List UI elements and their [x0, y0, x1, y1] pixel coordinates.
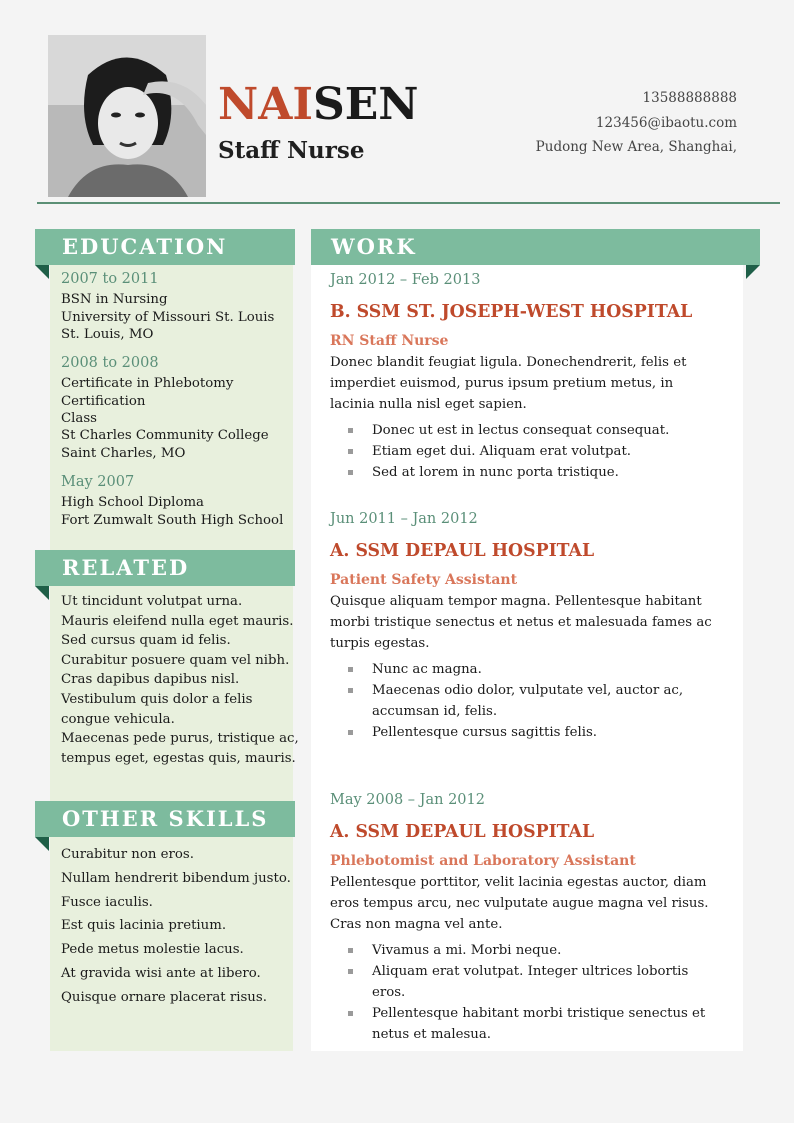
education-entry [61, 474, 306, 529]
education-line: Class [61, 411, 98, 427]
related-heading: RELATED [62, 555, 190, 580]
education-date: May 2007 [61, 473, 135, 490]
name-first-part: NAI [218, 79, 313, 130]
work-bullet-text: Aliquam erat volutpat. Integer ultrices lobortis eros. [372, 964, 689, 1000]
related-heading-ribbon [35, 550, 295, 586]
related-line: Mauris eleifend nulla eget mauris. [61, 613, 294, 629]
work-bullet [330, 961, 720, 1003]
work-bullet [330, 420, 720, 441]
related-line: Sed cursus quam id felis. [61, 633, 231, 649]
work-date: May 2008 – Jan 2012 [330, 792, 485, 808]
bullet-square-icon [348, 730, 353, 735]
work-description: Donec blandit feugiat ligula. Donechendrerit, felis et imperdiet euismod, purus ipsum pretium metus, in lacinia nulla nisl eget sapien. [330, 355, 687, 412]
related-line: congue vehicula. [61, 711, 175, 727]
ribbon-fold [35, 265, 49, 279]
work-entry [330, 272, 720, 483]
education-line: Fort Zumwalt South High School [61, 512, 284, 528]
work-description: Pellentesque porttitor, velit lacinia egestas auctor, diam eros tempus arcu, nec vulputate augue magna vel risus. Cras non magna vel ante. [330, 875, 709, 932]
work-bullet-list [330, 420, 720, 483]
work-description: Quisque aliquam tempor magna. Pellentesque habitant morbi tristique senectus et netus et malesuada fames ac turpis egestas. [330, 594, 712, 651]
job-title: Staff Nurse [218, 137, 365, 164]
education-date: 2008 to 2008 [61, 355, 159, 372]
bullet-square-icon [348, 688, 353, 693]
work-role: RN Staff Nurse [330, 333, 449, 349]
work-bullet [330, 722, 720, 743]
work-bullet [330, 441, 720, 462]
related-line: Vestibulum quis dolor a felis [61, 691, 253, 707]
name-last-part: SEN [312, 79, 419, 130]
work-heading: WORK [331, 234, 417, 259]
education-heading-ribbon [35, 229, 295, 265]
skill-line: Nullam hendrerit bibendum justo. [61, 870, 291, 886]
education-line: St Charles Community College [61, 428, 269, 444]
work-role: Phlebotomist and Laboratory Assistant [330, 853, 636, 869]
skill-line: Curabitur non eros. [61, 847, 194, 862]
work-bullet-list [330, 940, 720, 1045]
skill-line: Fusce iaculis. [61, 894, 153, 910]
bullet-square-icon [348, 948, 353, 953]
work-date: Jun 2011 – Jan 2012 [330, 511, 478, 527]
header-divider [37, 202, 780, 204]
education-line: Certificate in Phlebotomy Certification [61, 376, 234, 409]
education-date: 2007 to 2011 [61, 271, 159, 287]
education-line: High School Diploma [61, 495, 204, 511]
related-section [61, 592, 306, 768]
work-entry [330, 511, 720, 743]
skill-line: Est quis lacinia pretium. [61, 918, 227, 934]
work-role: Patient Safety Assistant [330, 572, 518, 588]
bullet-square-icon [348, 449, 353, 454]
bullet-square-icon [348, 667, 353, 672]
related-line: Cras dapibus dapibus nisl. [61, 672, 240, 688]
work-bullet-text: Etiam eget dui. Aliquam erat volutpat. [372, 444, 632, 459]
bullet-square-icon [348, 428, 353, 433]
skills-section [61, 843, 306, 1010]
education-entry [61, 271, 306, 343]
work-company: B. SSM ST. JOSEPH-WEST HOSPITAL [330, 302, 693, 322]
phone-number: 13588888888 [642, 90, 737, 106]
ribbon-fold [35, 837, 49, 851]
related-line: Curabitur posuere quam vel nibh. [61, 652, 290, 668]
work-bullet-text: Donec ut est in lectus consequat consequat. [372, 423, 670, 438]
education-heading: EDUCATION [62, 234, 228, 259]
work-bullet-text: Vivamus a mi. Morbi neque. [372, 943, 562, 958]
bullet-square-icon [348, 470, 353, 475]
contact-info [536, 86, 737, 160]
work-bullet [330, 659, 720, 680]
candidate-name [218, 80, 418, 130]
skills-heading-ribbon [35, 801, 295, 837]
work-bullet-list [330, 659, 720, 743]
work-bullet [330, 940, 720, 961]
bullet-square-icon [348, 969, 353, 974]
email-address: 123456@ibaotu.com [595, 114, 737, 131]
related-line: Maecenas pede purus, tristique ac, [61, 731, 299, 747]
education-line: St. Louis, MO [61, 326, 154, 342]
work-heading-ribbon [311, 229, 760, 265]
skill-line: At gravida wisi ante at libero. [61, 965, 261, 981]
work-bullet [330, 680, 720, 722]
education-line: University of Missouri St. Louis [61, 309, 275, 325]
work-company: A. SSM DEPAUL HOSPITAL [330, 541, 595, 561]
work-bullet-text: Nunc ac magna. [372, 662, 482, 677]
education-section [61, 271, 306, 541]
work-bullet-text: Maecenas odio dolor, vulputate vel, auctor ac, accumsan id, felis. [372, 683, 684, 719]
skill-line: Quisque ornare placerat risus. [61, 989, 267, 1005]
bullet-square-icon [348, 1011, 353, 1016]
work-bullet-text: Sed at lorem in nunc porta tristique. [372, 465, 619, 480]
work-entry [330, 792, 720, 1045]
related-line: Ut tincidunt volutpat urna. [61, 594, 243, 609]
education-line: BSN in Nursing [61, 292, 168, 308]
work-bullet-text: Pellentesque cursus sagittis felis. [372, 725, 598, 740]
skills-heading: OTHER SKILLS [62, 806, 269, 831]
related-line: tempus eget, egestas quis, mauris. [61, 750, 296, 766]
education-line: Saint Charles, MO [61, 445, 186, 461]
work-bullet [330, 1003, 720, 1045]
work-company: A. SSM DEPAUL HOSPITAL [330, 822, 595, 842]
work-date: Jan 2012 – Feb 2013 [330, 272, 481, 288]
profile-photo [48, 35, 206, 197]
ribbon-fold [35, 586, 49, 600]
work-bullet [330, 462, 720, 483]
ribbon-fold [746, 265, 760, 279]
education-entry [61, 355, 306, 462]
skill-line: Pede metus molestie lacus. [61, 942, 244, 958]
home-address: Pudong New Area, Shanghai, [535, 139, 737, 155]
work-bullet-text: Pellentesque habitant morbi tristique senectus et netus et malesua. [372, 1006, 706, 1042]
